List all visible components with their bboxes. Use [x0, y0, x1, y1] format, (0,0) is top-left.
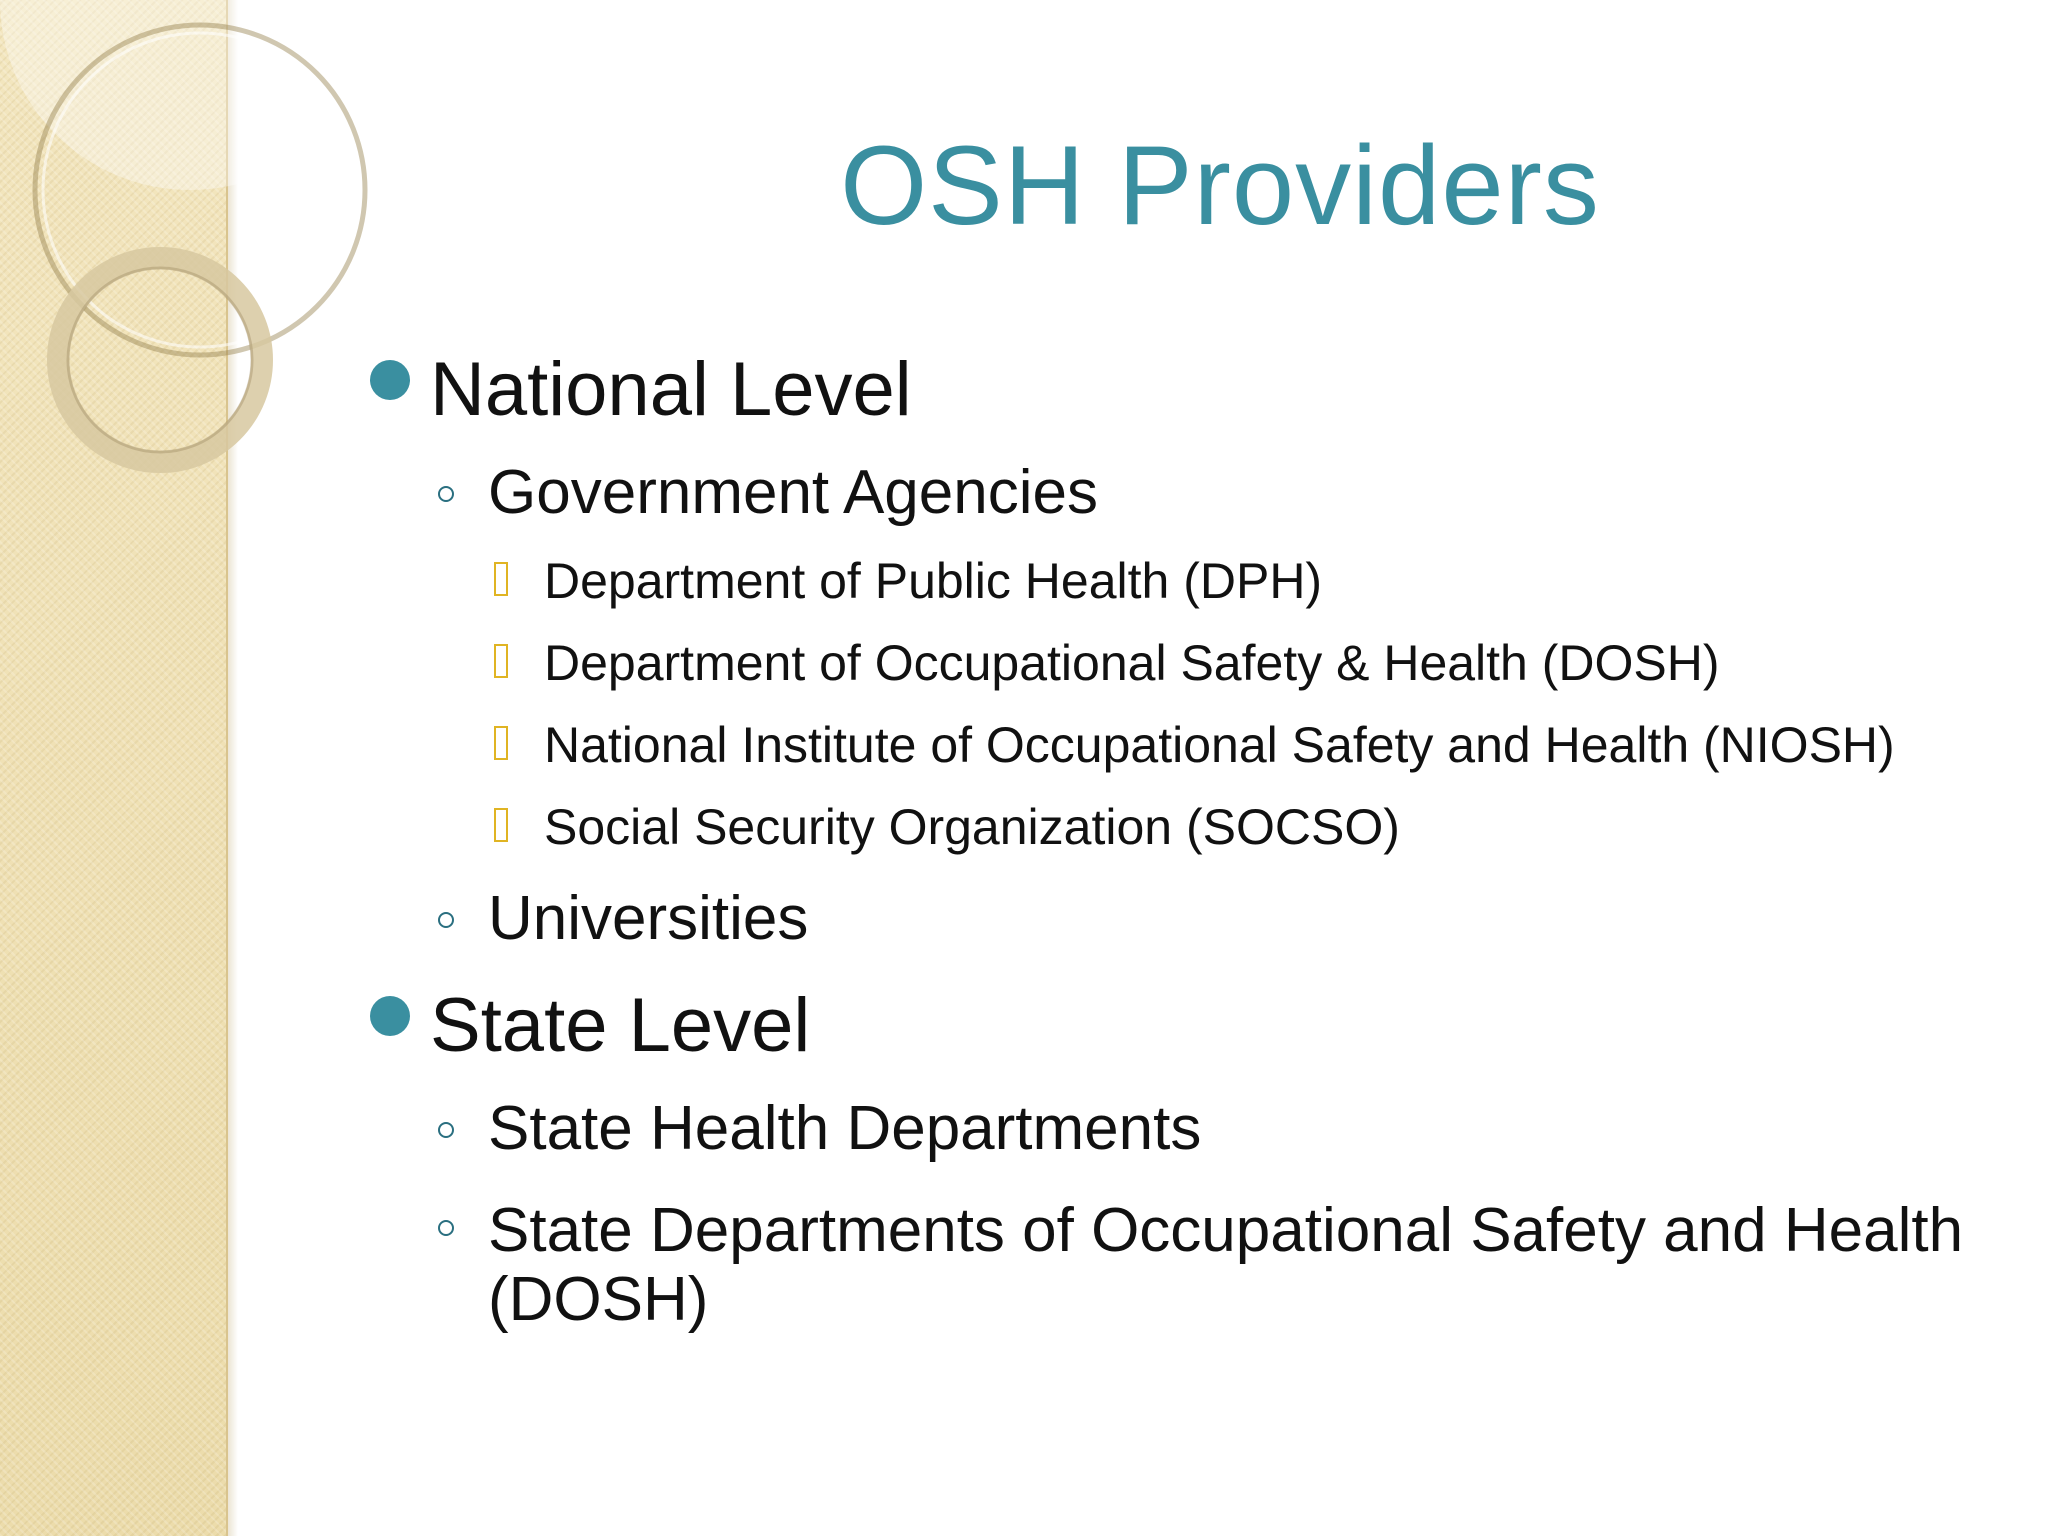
- ring-bullet-icon: [438, 1122, 454, 1138]
- agency-item: [494, 553, 1323, 609]
- slide-title: OSH Providers: [840, 123, 1600, 248]
- sub-bullet-state-item-label: State Departments of Occupational Safety and Health (DOSH): [488, 1196, 1964, 1335]
- sub-bullet-state-item-label: State Health Departments: [488, 1094, 1202, 1163]
- ring-small: [58, 258, 262, 462]
- box-bullet-icon: [494, 644, 508, 678]
- box-bullet-icon: [494, 562, 508, 596]
- agency-item-label: Social Security Organization (SOCSO): [544, 799, 1400, 855]
- sub-bullet-universities: [438, 884, 809, 953]
- bullet-dot-icon: [370, 996, 410, 1036]
- sub-bullet-government-agencies-label: Government Agencies: [488, 458, 1099, 527]
- sub-bullet-government-agencies: [438, 458, 1099, 527]
- decorative-circles: [0, 0, 420, 520]
- box-bullet-icon: [494, 726, 508, 760]
- sub-bullet-state-item: [438, 1196, 2048, 1335]
- sub-bullet-universities-label: Universities: [488, 884, 809, 953]
- agency-item-label: Department of Public Health (DPH): [544, 553, 1323, 609]
- ring-bullet-icon: [438, 486, 454, 502]
- agency-item-label: National Institute of Occupational Safety and Health (NIOSH): [544, 717, 1895, 773]
- sub-bullet-state-item: [438, 1094, 1202, 1163]
- ring-small-inner: [68, 268, 252, 452]
- bullet-national-level: [370, 347, 912, 432]
- bullet-state-level-label: State Level: [430, 983, 811, 1068]
- agency-item: [494, 717, 1895, 773]
- box-bullet-icon: [494, 808, 508, 842]
- bullet-dot-icon: [370, 360, 410, 400]
- ring-bullet-icon: [438, 912, 454, 928]
- ring-bullet-icon: [438, 1220, 454, 1236]
- bullet-state-level: [370, 983, 811, 1068]
- agency-item: [494, 635, 1720, 691]
- agency-item: [494, 799, 1400, 855]
- bullet-national-level-label: National Level: [430, 347, 912, 432]
- agency-item-label: Department of Occupational Safety & Health (DOSH): [544, 635, 1720, 691]
- translucent-circle: [0, 0, 380, 190]
